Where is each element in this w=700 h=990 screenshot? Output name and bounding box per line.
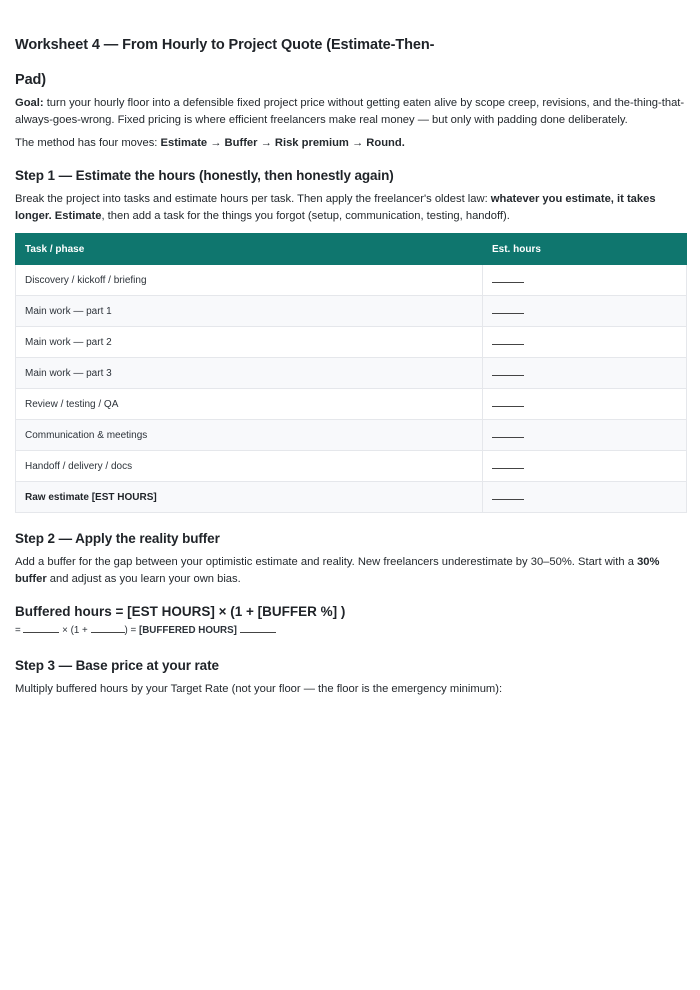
method-moves: Estimate → Buffer → Risk premium → Round. <box>160 137 405 149</box>
table-header-row <box>16 234 687 265</box>
step1-heading: Step 1 — Estimate the hours (honestly, then honestly again) <box>15 168 394 183</box>
task-cell: Discovery / kickoff / briefing <box>16 265 483 296</box>
header-task-phase: Task / phase <box>16 234 483 265</box>
buffered-hours-formula: Buffered hours = [EST HOURS] × (1 + [BUFFER %] ) <box>15 604 346 619</box>
title-line-2: Pad) <box>15 72 47 88</box>
step1-bold-b: Estimate <box>51 210 102 222</box>
buffer-percent-blank[interactable] <box>91 626 125 633</box>
hours-blank <box>492 275 524 283</box>
table-row <box>16 389 687 420</box>
task-cell: Communication & meetings <box>16 420 483 451</box>
title-line-1: Worksheet 4 — From Hourly to Project Quote (Estimate-Then- <box>15 37 435 53</box>
step2-text-a: Add a buffer for the gap between your optimistic estimate and reality. New freelancers underestimate by 30–50%. Start with a <box>15 556 638 568</box>
step1-text-b: , then add a task for the things you forgot (setup, communication, testing, handoff). <box>101 210 510 222</box>
table-row <box>16 358 687 389</box>
goal-text: turn your hourly floor into a defensible fixed project price without getting eaten alive by scope creep, revisions, and the-thing-that-always-goes-wrong. Fixed pricing is where efficient freelancers make real money — but only with padding done deliberately. <box>15 97 685 126</box>
method-paragraph <box>15 135 685 152</box>
buffered-hours-blank[interactable] <box>240 626 276 633</box>
table-row <box>16 296 687 327</box>
total-label-cell: Raw estimate [EST HOURS] <box>16 482 483 513</box>
step1-bold-a: whatever you estimate, it takes longer. <box>15 193 656 222</box>
formula-times: × (1 + <box>59 625 91 636</box>
buffered-hours-calculation <box>15 624 685 638</box>
table-row <box>16 327 687 358</box>
goal-paragraph <box>15 95 685 129</box>
hours-cell[interactable] <box>483 327 687 358</box>
task-cell: Handoff / delivery / docs <box>16 451 483 482</box>
hours-blank <box>492 399 524 407</box>
step3-paragraph: Multiply buffered hours by your Target Rate (not your floor — the floor is the emergency minimum): <box>15 683 503 695</box>
hours-blank <box>492 430 524 438</box>
hours-cell[interactable] <box>483 420 687 451</box>
hours-cell[interactable] <box>483 358 687 389</box>
worksheet-title <box>15 28 685 98</box>
table-row <box>16 265 687 296</box>
est-hours-blank[interactable] <box>23 626 59 633</box>
hours-blank <box>492 461 524 469</box>
formula-close: ) = <box>124 625 139 636</box>
hours-blank <box>492 492 524 500</box>
formula-result-label: [BUFFERED HOURS] <box>138 625 240 636</box>
hours-blank <box>492 337 524 345</box>
step2-bold: 30% buffer <box>15 556 660 585</box>
header-est-hours: Est. hours <box>483 234 687 265</box>
hours-cell[interactable] <box>483 296 687 327</box>
table-row <box>16 451 687 482</box>
task-cell: Review / testing / QA <box>16 389 483 420</box>
task-cell: Main work — part 1 <box>16 296 483 327</box>
step3-heading: Step 3 — Base price at your rate <box>15 658 219 673</box>
task-cell: Main work — part 3 <box>16 358 483 389</box>
table-row <box>16 420 687 451</box>
task-cell: Main work — part 2 <box>16 327 483 358</box>
hours-blank <box>492 368 524 376</box>
method-prefix: The method has four moves: <box>15 137 161 149</box>
hours-cell[interactable] <box>483 389 687 420</box>
goal-label: Goal: <box>15 97 44 109</box>
hours-cell[interactable] <box>483 451 687 482</box>
hours-cell[interactable] <box>483 265 687 296</box>
total-hours-cell[interactable] <box>483 482 687 513</box>
step2-text-b: and adjust as you learn your own bias. <box>46 573 241 585</box>
step2-heading: Step 2 — Apply the reality buffer <box>15 531 220 546</box>
hours-blank <box>492 306 524 314</box>
step1-paragraph <box>15 191 685 225</box>
table-total-row <box>16 482 687 513</box>
estimate-table <box>15 233 687 513</box>
step1-text-a: Break the project into tasks and estimate hours per task. Then apply the freelancer's oldest law: <box>15 193 491 205</box>
formula-eq: = <box>15 625 24 636</box>
step2-paragraph <box>15 554 685 588</box>
